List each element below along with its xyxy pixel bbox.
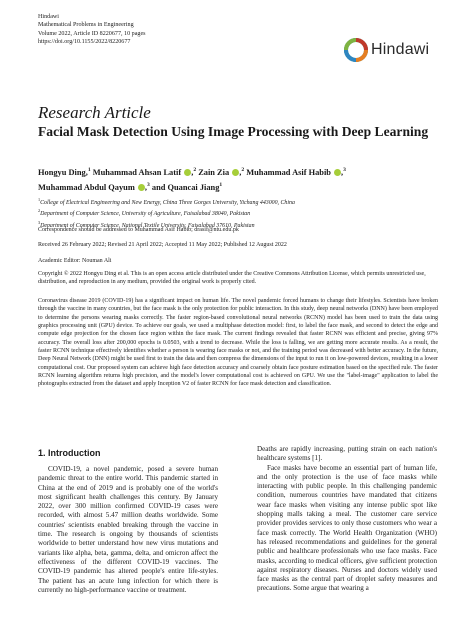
body-column-right xyxy=(257,445,437,594)
doi-link[interactable]: https://doi.org/10.1155/2022/8220677 xyxy=(38,39,131,46)
journal-name: Mathematical Problems in Engineering xyxy=(38,22,134,29)
article-type: Research Article xyxy=(38,103,151,122)
abstract: Coronavirus disease 2019 (COVID-19) has a significant impact on human life. The novel pandemic forced humans to change their lifestyles. Scientists have broken through the vaccine in many countries, but the face mask is the only protection for public interaction. In this study, deep neural networks (DNN) have been employed to determine the persons wearing masks correctly. The faster region-based convolutional neural networks (RCNN) model has been used to train the data using graphics processing unit (GPU) device. To achieve our goals, we used a multiphase detection model: first, to label the face mask, and second to detect the edge and compute edge projection for the chosen face region within the face mask. The current findings revealed that faster RCNN was efficient and precise, giving 97% accuracy. The overall loss after 200,000 epochs is 0.0503, with a trend to decrease. While the loss is falling, we are getting more accurate results. As a result, the faster RCNN technique effectively identifies whether a person is wearing face masks or not, and the training period was decreased with better accuracy. In the future, Deep Neural Network (DNN) might be used first to train the data and then compress the dimensions of the input to run it on low-powered devices, resulting in a lower computational cost. Our proposed system can achieve high face detection accuracy and coarsely obtain face posture estimation based on the specified rule. The faster RCNN learning algorithm returns high precision, and the model's lower computational cost is achieved on GPU. We use the "label-image" application to label the photographs extracted from the dataset and apply Inception V2 of faster RCNN for face mask detection and classification. xyxy=(38,298,438,388)
academic-editor: Academic Editor: Nouman Ali xyxy=(38,258,112,264)
copyright-notice: Copyright © 2022 Hongyu Ding et al. This is an open access article distributed under the Creative Commons Attribution License, which permits unrestricted use, distribution, and reproduction in any medium, provided the original work is properly cited. xyxy=(38,271,426,286)
logo-wordmark: Hindawi xyxy=(371,41,430,58)
affiliations xyxy=(38,196,448,230)
paragraph: Face masks have become an essential part of human life, and the only protection is the use of face masks while interacting with public people. In this challenging pandemic condition, numerous countries have mandated that citizens wear face masks when visiting any intense public spot like shopping malls taking a meal. The customer care service provider provides services to only those customers who wear a face mask correctly. The World Health Organization (WHO) has released recommendations and guidelines for the general public and healthcare professionals who use face masks. Face masks, according to medical officers, give sufficient protection against respiratory diseases. Nurses and doctors widely used face masks as the central part of droplet safety measures and precautions. Some argue that wearing a xyxy=(257,463,437,593)
author-affil-sup: 2 xyxy=(193,167,197,173)
article-title: Facial Mask Detection Using Image Processing with Deep Learning xyxy=(38,124,429,139)
author-name[interactable]: and Quancai Jiang xyxy=(151,182,220,192)
section-heading: 1. Introduction xyxy=(38,448,101,458)
author-name[interactable]: Muhammad Ahsan Latif xyxy=(92,167,182,177)
orcid-icon[interactable] xyxy=(232,169,239,176)
author-name[interactable]: Hongyu Ding, xyxy=(38,167,88,177)
paragraph: COVID-19, a novel pandemic, posed a severe human pandemic threat to the entire world. This pandemic started in China at the end of 2019 and is probably one of the world's most significant health challenges this century. By January 2022, over 300 million confirmed COVID-19 cases were recorded, with almost 5.47 million deaths worldwide. Some countries' scientists enabled breaking through the vaccine in time. The research is ongoing by thousands of scientists worldwide to better understand how new virus mutations and variants like alpha, beta, gamma, delta, and omicron affect the effectiveness of the different COVID-19 vaccines. The COVID-19 pandemic has altered people's entire life-styles. The patient has an acute lung infection for which there is currently no high-performance vaccine or treatment. xyxy=(38,465,218,594)
body-column-left xyxy=(38,465,218,595)
volume-info: Volume 2022, Article ID 8220677, 10 pages xyxy=(38,30,146,37)
affiliation-item: $^3$Department of Computer Science, National Textile University, Faisalabad 37610, Pakistan xyxy=(38,219,255,229)
publisher-name: Hindawi xyxy=(38,14,59,20)
affiliation-item: $^2$Department of Computer Science, University of Agriculture, Faisalabad 38040, Pakistan xyxy=(38,208,251,218)
affiliation-item: $^1$College of Electrical Engineering and New Energy, China Three Gorges University, Yichang 443000, China xyxy=(38,197,295,206)
author-name[interactable]: Muhammad Asif Habib xyxy=(246,167,331,177)
author-line-2: Muhammad Abdul Qayum ,$^3$ and Quancai Jiang$^1$ xyxy=(38,182,223,192)
orcid-icon[interactable] xyxy=(334,169,341,176)
hindawi-logo-icon xyxy=(344,38,368,62)
correspondence: Correspondence should be addressed to Muhammad Asif Habib; drasif@ntu.edu.pk xyxy=(38,227,239,233)
orcid-icon[interactable] xyxy=(184,169,191,176)
author-name[interactable]: Zain Zia xyxy=(198,167,230,177)
author-name[interactable]: Muhammad Abdul Qayum xyxy=(38,182,135,192)
orcid-icon[interactable] xyxy=(138,184,145,191)
publication-dates: Received 26 February 2022; Revised 21 April 2022; Accepted 11 May 2022; Published 12 August 2022 xyxy=(38,242,287,248)
journal-header xyxy=(38,13,146,47)
author-affil-sup: 1 xyxy=(219,182,223,188)
author-affil-sup: 2 xyxy=(241,167,245,173)
author-affil-sup: 3 xyxy=(147,182,150,188)
author-affil-sup: 1 xyxy=(87,167,91,173)
hindawi-logo xyxy=(344,38,429,62)
author-line-1: Hongyu Ding,$^1$ Muhammad Ahsan Latif ,$^2$ Zain Zia ,$^2$ Muhammad Asif Habib ,$^3$ xyxy=(38,167,346,177)
paragraph: Deaths are rapidly increasing, putting strain on each nation's healthcare systems [1]. xyxy=(257,445,437,463)
author-affil-sup: 3 xyxy=(343,167,346,173)
author-list xyxy=(38,164,448,194)
